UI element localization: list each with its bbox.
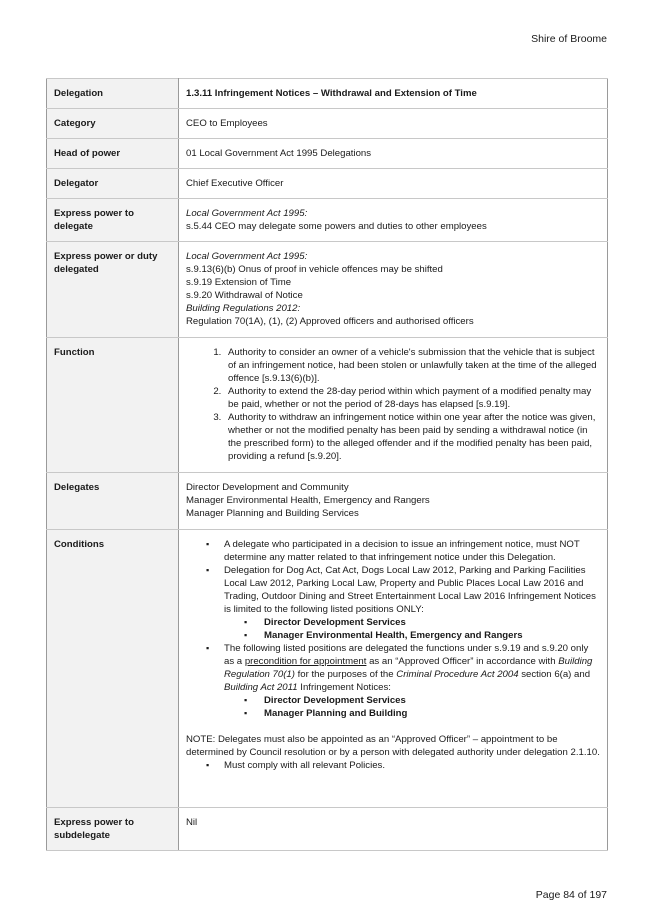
power-line: Regulation 70(1A), (1), (2) Approved officers and authorised officers (186, 316, 474, 327)
condition-item (224, 642, 601, 720)
row-express-power-delegated (47, 242, 608, 338)
delegate-line: Manager Environmental Health, Emergency and Rangers (186, 495, 430, 506)
condition-text: Delegation for Dog Act, Cat Act, Dogs Local Law 2012, Parking and Parking Facilities Local Law 2012, Parking Local Law, Property and Public Places Local Law 2016 and Trading, Outdoor Dining and Street Entertainment Local Law 2016 Infringement Notices is limited to the following listed positions ONLY: (224, 565, 596, 615)
row-express-power-to-delegate (47, 199, 608, 242)
condition-subitem: ▪ Director Development Services (264, 694, 601, 707)
condition-text-underlined: precondition for appointment (244, 656, 367, 667)
row-subdelegate (47, 808, 608, 851)
label-express-power-delegated: Express power or duty delegated (47, 242, 179, 338)
header-organisation: Shire of Broome (531, 33, 607, 45)
label-delegation: Delegation (47, 79, 179, 109)
label-head-of-power: Head of power (47, 139, 179, 169)
label-function: Function (47, 338, 179, 473)
delegate-line: Manager Planning and Building Services (186, 508, 359, 519)
value-delegates (179, 473, 608, 530)
condition-text-italic: Criminal Procedure Act 2004 (396, 669, 519, 680)
function-item: 2. Authority to extend the 28-day period within which payment of a modified penalty may be paid, whether or not the period of 28-days has elapsed [s.9.19]. (224, 385, 601, 411)
function-item: 1. Authority to consider an owner of a vehicle's submission that the vehicle that is subject of an infringement notice, had been stolen or unlawfully taken at the time of the alleged offence [s.9.13(6)(b)]. (224, 346, 601, 385)
condition-subitem: ▪ Manager Planning and Building (264, 707, 601, 720)
power-line: s.9.19 Extension of Time (186, 277, 292, 288)
power-line: s.5.44 CEO may delegate some powers and duties to other employees (186, 221, 487, 232)
conditions-list-final (186, 759, 601, 772)
conditions-list (186, 538, 601, 720)
function-list (186, 346, 601, 463)
label-express-power-to-delegate: Express power to delegate (47, 199, 179, 242)
condition-text: section 6(a) and (521, 669, 591, 680)
delegate-line: Director Development and Community (186, 482, 349, 493)
condition-text: as an “Approved Officer” in accordance with (369, 656, 556, 667)
page-number: Page 84 of 197 (535, 889, 607, 901)
condition-text-italic: Building Act 2011 (224, 682, 298, 693)
value-subdelegate: Nil (179, 808, 608, 851)
label-subdelegate: Express power to subdelegate (47, 808, 179, 851)
condition-item: ▪ A delegate who participated in a decision to issue an infringement notice, must NOT determine any matter related to that infringement notice under this Delegation. (224, 538, 601, 564)
row-conditions (47, 530, 608, 808)
function-item: 3. Authority to withdraw an infringement notice within one year after the notice was given, whether or not the modified penalty has been paid by sending a withdrawal notice (in the prescribed form) to the alleged offender and if the modified penalty has been paid, providing a refund [s.9.20]. (224, 411, 601, 463)
row-delegation (47, 79, 608, 109)
value-express-power-to-delegate (179, 199, 608, 242)
condition-text-italic: Building Regulation 70(1) (224, 656, 593, 680)
condition-text: Infringement Notices: (300, 682, 391, 693)
value-delegation: 1.3.11 Infringement Notices – Withdrawal and Extension of Time (179, 79, 608, 109)
value-express-power-delegated (179, 242, 608, 338)
row-head-of-power (47, 139, 608, 169)
condition-item (224, 564, 601, 642)
condition-item: ▪ Must comply with all relevant Policies. (224, 759, 601, 772)
delegation-table (46, 78, 608, 851)
value-function (179, 338, 608, 473)
value-category: CEO to Employees (179, 109, 608, 139)
power-line: s.9.13(6)(b) Onus of proof in vehicle offences may be shifted (186, 264, 443, 275)
act-local-government: Local Government Act 1995: (186, 208, 308, 219)
row-category (47, 109, 608, 139)
label-conditions: Conditions (47, 530, 179, 808)
power-line: s.9.20 Withdrawal of Notice (186, 290, 303, 301)
condition-sublist (224, 694, 601, 720)
act-local-government: Local Government Act 1995: (186, 251, 308, 262)
condition-text: for the purposes of the (297, 669, 394, 680)
act-building-regulations: Building Regulations 2012: (186, 303, 301, 314)
row-delegates (47, 473, 608, 530)
value-conditions (179, 530, 608, 808)
label-delegator: Delegator (47, 169, 179, 199)
label-category: Category (47, 109, 179, 139)
condition-text: The following listed positions are delegated the functions under s.9.19 and s.9.20 only as a (224, 643, 589, 667)
value-delegator: Chief Executive Officer (179, 169, 608, 199)
label-delegates: Delegates (47, 473, 179, 530)
condition-sublist (224, 616, 601, 642)
conditions-note: NOTE: Delegates must also be appointed as an “Approved Officer” – appointment to be determined by Council resolution or by a person with delegated authority under delegation 2.1.10. (186, 734, 600, 758)
value-head-of-power: 01 Local Government Act 1995 Delegations (179, 139, 608, 169)
condition-subitem: ▪ Manager Environmental Health, Emergency and Rangers (264, 629, 601, 642)
row-delegator (47, 169, 608, 199)
row-function (47, 338, 608, 473)
condition-subitem: ▪ Director Development Services (264, 616, 601, 629)
